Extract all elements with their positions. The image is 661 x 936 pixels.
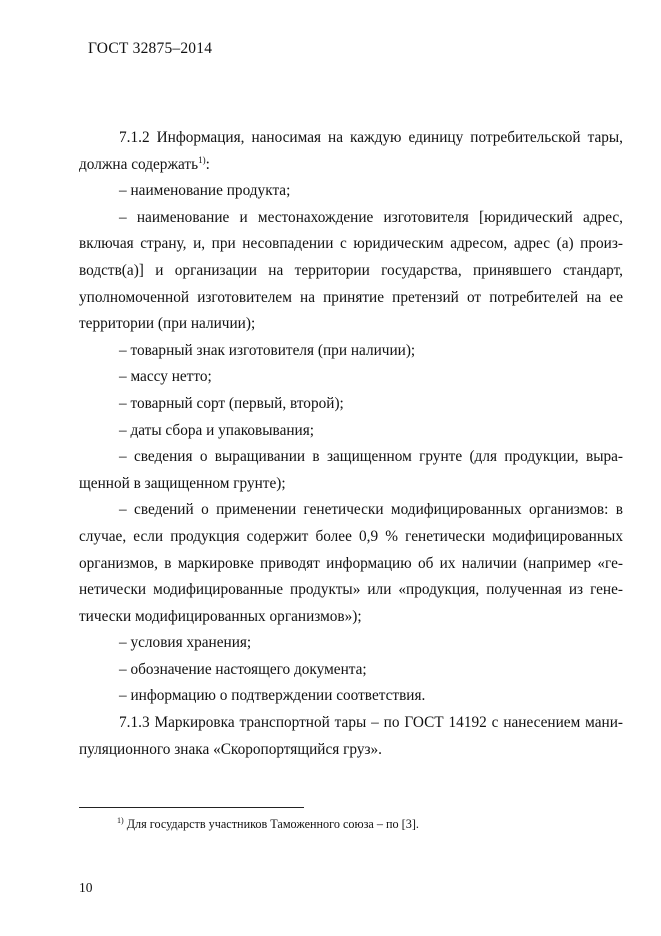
- text-line: 7.1.3 Маркировка транспортной тары – по ГОСТ 14192 с нанесением мани-: [119, 714, 623, 732]
- text-line: – наименование и местонахождение изготовителя [юридический адрес,: [119, 208, 623, 226]
- text-line: уполномоченной изготовителем на принятие претензий от потребителей на ее: [79, 288, 623, 306]
- list-item: [79, 657, 623, 684]
- text-line: – сведений о применении генетически модифицированных организмов: в: [119, 501, 623, 519]
- text-line: – информацию о подтверждении соответствия.: [119, 687, 426, 705]
- text-line: – массу нетто;: [119, 368, 212, 386]
- document-body: [79, 125, 623, 763]
- text-line: – наименование продукта;: [119, 182, 291, 200]
- text-line: – сведения о выращивании в защищенном грунте (для продукции, выра-: [119, 448, 623, 466]
- text-fragment: должна содержать: [79, 155, 199, 173]
- paragraph-7-1-3: [79, 710, 623, 763]
- text-line: 7.1.2 Информация, наносимая на каждую единицу потребительской тары,: [119, 129, 623, 146]
- text-line: включая страну, и, при несовпадении с юридическим адресом, адрес (а) произ-: [79, 235, 623, 253]
- text-line: [39, 152, 623, 179]
- footnote-reference: 1): [198, 154, 206, 165]
- text-line: – товарный знак изготовителя (при наличии);: [119, 341, 416, 359]
- text-line: – обозначение настоящего документа;: [119, 660, 367, 678]
- list-item: [79, 178, 623, 205]
- list-item: [79, 205, 623, 338]
- list-item: [79, 364, 623, 391]
- text-line: тически модифицированных организмов»);: [79, 607, 362, 625]
- list-item: [79, 338, 623, 365]
- list-item: [79, 391, 623, 418]
- text-line: случае, если продукция содержит более 0,9 % генетически модифицированных: [79, 527, 623, 545]
- text-line: организмов, в маркировке приводят информацию об их наличии (например «ге-: [79, 554, 623, 572]
- text-line: водств(а)] и организации на территории государства, принявшего стандарт,: [79, 261, 623, 279]
- footnote: [117, 816, 419, 832]
- text-fragment: :: [205, 155, 210, 173]
- list-item: [79, 444, 623, 497]
- list-item: [79, 497, 623, 630]
- document-header: ГОСТ 32875–2014: [88, 40, 213, 57]
- text-line: территории (при наличии);: [79, 315, 256, 333]
- footnote-text: Для государств участников Таможенного союза – по [3].: [123, 817, 419, 831]
- text-line: – условия хранения;: [119, 634, 252, 652]
- text-line: – даты сбора и упаковывания;: [119, 421, 315, 439]
- text-line: щенной в защищенном грунте);: [79, 474, 286, 492]
- requirements-list: [79, 178, 623, 710]
- footnote-marker: 1): [117, 816, 124, 825]
- text-line: – товарный сорт (первый, второй);: [119, 394, 344, 412]
- text-line: пуляционного знака «Скоропортящийся груз».: [79, 740, 383, 758]
- footnote-separator: [79, 807, 304, 808]
- text-line: нетически модифицированные продукты» или «продукция, полученная из гене-: [79, 581, 623, 599]
- list-item: [79, 683, 623, 710]
- page-number: 10: [79, 880, 93, 895]
- paragraph-7-1-2: [79, 125, 623, 178]
- list-item: [79, 418, 623, 445]
- list-item: [79, 630, 623, 657]
